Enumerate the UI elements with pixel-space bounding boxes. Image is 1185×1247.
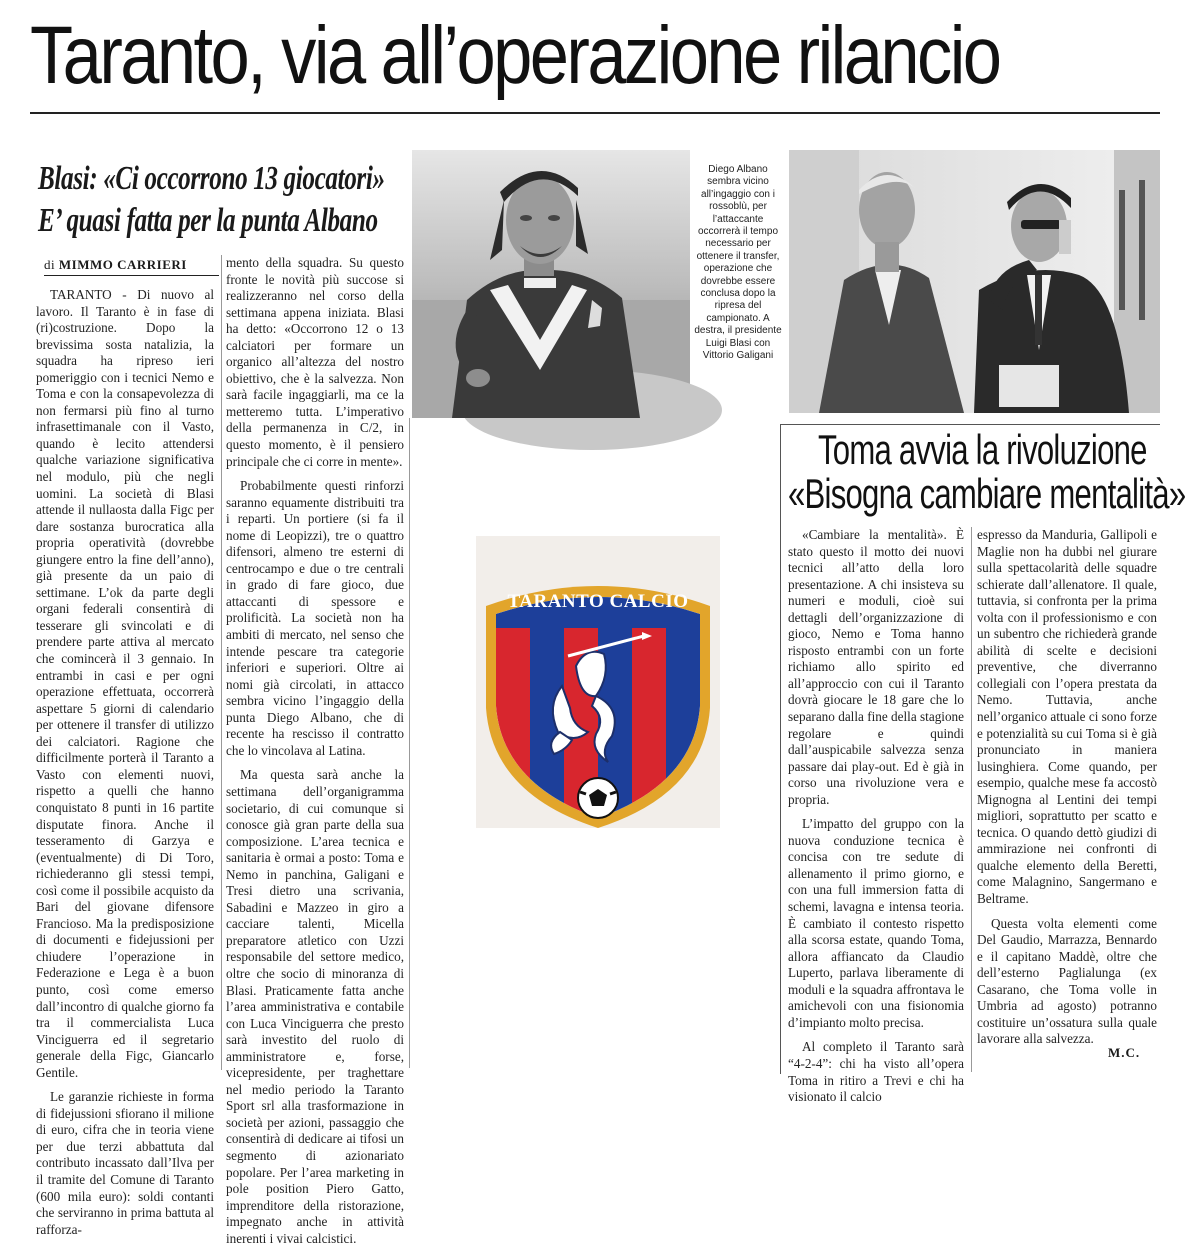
article2-headline-line2: «Bisogna cambiare mentalità» — [788, 470, 1185, 517]
headline: Taranto, via all’operazione rilancio — [30, 10, 1000, 101]
photo-caption: Diego Albano sembra vicino all’ingaggio con i rossoblù, per l’attaccante occorrerà il tempo necessario per ottenere il transfer, operazione che dovrebbe essere conclusa dopo la ripresa del campionato. A destra, il presidente Luigi Blasi con Vittorio Galigani — [694, 164, 782, 362]
paragraph: Ma questa sarà anche la settimana dell’organigramma societario, di cui comunque si conosce già gran parte della sua composizione. L’area tecnica e sanitaria è ormai a posto: Toma e Nemo in panchina, Galigani e Tresi dietro una scrivania, Sabadini e Mazzeo in giro a cacciare talenti, Micella preparatore atletico con Uzzi responsabile del settore medico, oltre che socio di minoranza di Blasi. Praticamente fatta anche l’area amministrativa e contabile con Luca Vinciguerra che presto sarà investito del ruolo di amministratore e, forse, vicepresidente, per traghettare nel medio periodo la Taranto Sport srl alla trasformazione in società per azioni, passaggio che consentirà di dedicare ai tifosi un segmento di azionariato popolare. Per l’area marketing in pole position Piero Gatto, imprenditore della ristorazione, impegnato anche in attività inerenti i vivai calcistici. — [226, 767, 404, 1246]
article1-column-1 — [36, 287, 214, 1237]
photo-blasi-galigani — [789, 150, 1160, 413]
byline-rule — [44, 275, 219, 276]
paragraph: espresso da Manduria, Gallipoli e Maglie non ha dubbi nel giurare sulla spettacolarità delle squadre schierate dall’allenatore. Il quale, tuttavia, si confronta per la prima volta con il professionismo e con un subentro che richiederà grande abilità di scelte e decisioni preventive, che diverranno collegiali con l’opera prestata da Nemo. Tuttavia, anche nell’organico attuale ci sono forze e potenzialità su cui Toma si è già pronunciato in maniera lusinghiera. Come quando, per esempio, qualche mese fa accostò Mignogna al Lentini dei tempi migliori, soprattutto per scatto e tecnica. O quando dettò giudizi di ammirazione nei confronti di qualche elemento della Beretti, come Malagnino, Sangermano e Beltrame. — [977, 527, 1157, 907]
subhead-line2: E’ quasi fatta per la punta Albano — [38, 202, 378, 239]
blasi-photo-illustration — [789, 150, 1160, 413]
article2-top-rule — [780, 424, 1160, 425]
column-divider — [971, 527, 972, 1072]
paragraph: L’impatto del gruppo con la nuova conduzione tecnica è concisa con tre sedute di allenamento il primo giorno, e con una full immersion fatta di schemi, lavagna e intensa teoria. È cambiato il contesto rispetto alla scorsa estate, quando Toma, allora affiancato da Claudio Luperto, parlava liberamente di moduli e la squadra affrontava le amichevoli con una fisionomia d’impianto molto precisa. — [788, 816, 964, 1030]
article2-column-2 — [977, 527, 1157, 1047]
article2-column-1 — [788, 527, 964, 1105]
subhead-line1: Blasi: «Ci occorrono 13 giocatori» — [38, 160, 385, 197]
byline-author: MIMMO CARRIERI — [58, 257, 187, 272]
article2-headline-line1: Toma avvia la rivoluzione — [818, 426, 1147, 473]
column-divider — [221, 255, 222, 1070]
paragraph: Al completo il Taranto sarà “4-2-4”: chi ha visto all’opera Toma in ritiro a Trevi e chi ha visionato il calcio — [788, 1039, 964, 1105]
byline-prefix: di — [44, 257, 56, 272]
headline-rule — [30, 112, 1160, 114]
photo-diego-albano — [412, 150, 690, 418]
team-logo — [476, 536, 720, 828]
albano-photo-illustration — [412, 150, 690, 418]
article2-left-rule — [780, 424, 781, 1074]
taranto-calcio-crest — [476, 536, 720, 828]
paragraph: Probabilmente questi rinforzi saranno equamente distribuiti tra i reparti. Un portiere (si fa il nome di Leopizzi), tre o quattro difensori, almeno tre esterni di centrocampo e due o tre centrali in grado di fare gioco, due attaccanti di spessore e prolificità. La società non ha ambiti di mercato, nel senso che intende pescare tra categorie inferiori e superiori. Oltre ai nomi già circolati, in attacco sembra vicino l’ingaggio della punta Diego Albano, che di recente ha rescisso il contratto che lo vincolava al Latina. — [226, 478, 404, 758]
paragraph: Questa volta elementi come Del Gaudio, Marrazza, Bennardo e il capitano Maddè, oltre che dell’esterno Paglialunga (ex Casarano, che Toma volle in Umbria ad agosto) potranno costituire un’ossatura sulla quale lavorare alla salvezza. — [977, 915, 1157, 1047]
paragraph: «Cambiare la mentalità». È stato questo il motto dei nuovi tecnici all’atto della loro presentazione. A chi insisteva su numeri e moduli, cioè sui dettagli dell’organizzazione di gioco, Nemo e Toma hanno risposto entrambi con un forte richiamo allo spirito ed all’approccio con cui il Taranto dovrà giocare le 18 gare che lo separano dalla fine della stagione regolare e quindi dall’auspicabile salvezza senza passare dai play-out. Ed è già in corso una rivoluzione vera e propria. — [788, 527, 964, 807]
column-divider — [409, 418, 410, 1068]
logo-text: TARANTO CALCIO — [507, 591, 689, 612]
paragraph: Le garanzie richieste in forma di fidejussioni sfiorano il milione di euro, cifra che in teoria viene per due terzi abbattuta dal contributo incassato dall’Ilva per il tramite del Comune di Taranto (600 mila euro): soldi contanti che serviranno in prima battuta al rafforza- — [36, 1089, 214, 1237]
paragraph: TARANTO - Di nuovo al lavoro. Il Taranto è in fase di (ri)costruzione. Dopo la brevissima sosta natalizia, la squadra ha ripreso ieri pomeriggio con i tecnici Nemo e Toma e con la consapevolezza di non fermarsi più fino al turno infrasettimanale con il Vasto, quando è lecito attendersi qualche variazione significativa nel modulo, più che negli uomini. La società di Blasi attende il nullaosta dalla Figc per dare sostanza burocratica alla propria operatività (dovrebbe giungere entro la fine dell’anno), già presente da un paio di settimane. L’ok da parte degli organi federali consentirà di tesserare gli svincolati e di prendere parte attiva al mercato che comincerà il 3 gennaio. In entrambi in casi e per ogni operazione effettuata, occorrerà aspettare 5 giorni di calendario per ottenere il transfer di utilizzo dei calciatori. Ragione che difficilmente porterà il Taranto a Vasto con elementi nuovi, rispetto a quelli che hanno conquistato 8 punti in 16 partite disputate finora. Anche il tesseramento di Garzya e (eventualmente) di Di Toro, richiederanno gli stessi tempi, così come il possibile acquisto da Bari del giovane difensore Franciosо. Ma la predisposizione di documenti e fidejussioni per chiudere l’operazione in Federazione e Lega è a buon punto, così come emerso dall’incontro di qualche giorno fa tra il commercialista Luca Vinciguerra ed il segretario generale della Figc, Giancarlo Gentile. — [36, 287, 214, 1080]
article1-column-2 — [226, 255, 404, 1246]
article2-signature: M.C. — [1108, 1045, 1141, 1060]
paragraph: mento della squadra. Su questo fronte le novità più succose si realizzeranno nel corso della settimana appena iniziata. Blasi ha detto: «Occorrono 12 o 13 calciatori per formare un organico all’altezza del nostro obiettivo, che è la salvezza. Non sarà facile ingaggiarli, ma ce la metteremo tutta. L’imperativo della permanenza in C/2, in questo momento, è il pensiero principale che ci corre in mente». — [226, 255, 404, 469]
